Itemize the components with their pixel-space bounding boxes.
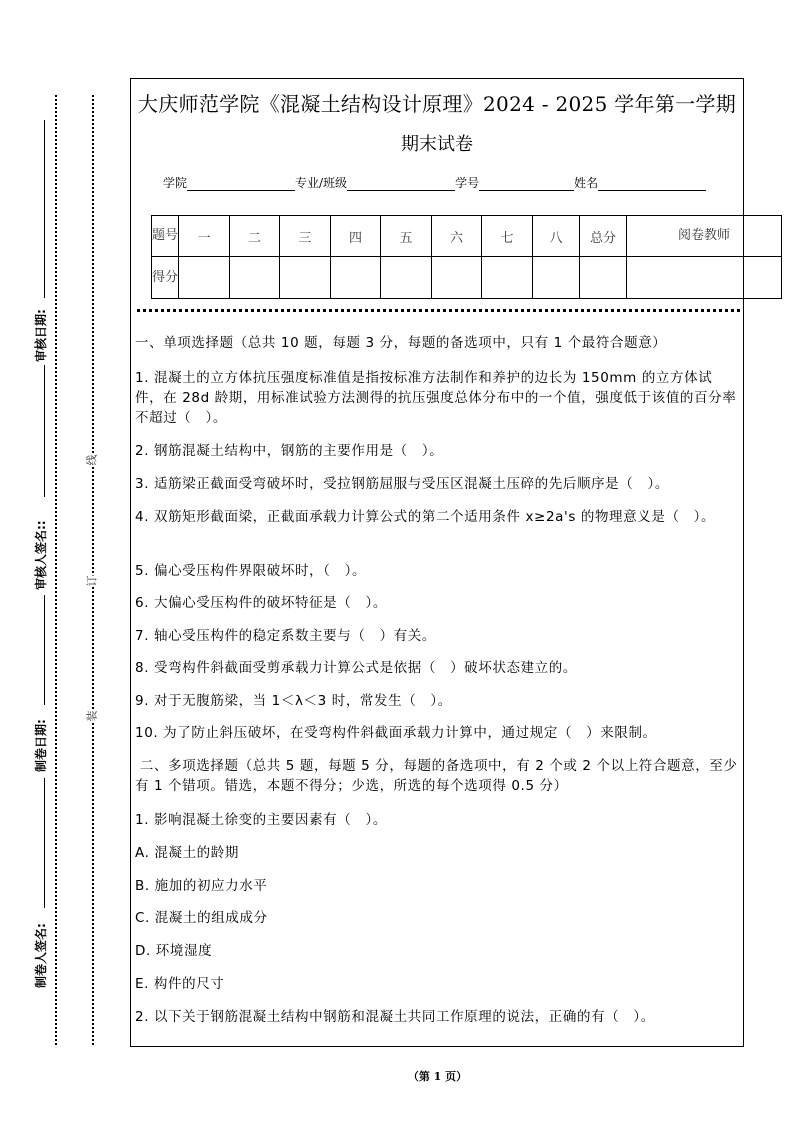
column-header: 一 (179, 216, 230, 257)
binding-text-zhuang: 装 (85, 710, 99, 722)
score-cell[interactable] (230, 257, 280, 299)
question-number-label: 题号 (152, 216, 179, 257)
major-class-label: 专业/班级 (295, 176, 348, 190)
score-cell[interactable] (280, 257, 331, 299)
name-label: 姓名 (574, 176, 599, 190)
question-1: 1. 混凝土的立方体抗压强度标准值是指按标准方法制作和养护的边长为 150mm 的立方体试件，在 28d 龄期，用标准试验方法测得的抗压强度总体分布中的一个值，强度低于该值的百分率不超过（ ）。 (135, 370, 737, 426)
name-field[interactable] (598, 178, 706, 191)
section2-heading: 二、多项选择题（总共 5 题，每题 5 分，每题的备选项中，有 2 个或 2 个以上符合题意，至少有 1 个错项。错选，本题不得分；少选，所选的每个选项得 0.5 分） (135, 758, 738, 794)
binding-dotted-line-inner (92, 95, 94, 1045)
column-header: 四 (331, 216, 381, 257)
column-header: 三 (280, 216, 331, 257)
college-label: 学院 (163, 176, 188, 190)
score-cell[interactable] (179, 257, 230, 299)
maker-date-line (44, 595, 45, 705)
column-header: 二 (230, 216, 280, 257)
maker-signature-label: 制卷人签名: (34, 923, 48, 988)
score-cell[interactable] (580, 257, 627, 299)
section-divider (137, 309, 740, 312)
option-c: C. 混凝土的组成成分 (135, 910, 268, 926)
score-table-score-row (152, 257, 782, 299)
question-6: 6. 大偏心受压构件的破坏特征是（ ）。 (135, 595, 387, 611)
question-3: 3. 适筋梁正截面受弯破坏时，受拉钢筋屈服与受压区混凝土压碎的先后顺序是（ ）。 (135, 476, 669, 492)
reviewer-signature-line (44, 365, 45, 497)
question-2: 2. 钢筋混凝土结构中，钢筋的主要作用是（ ）。 (135, 443, 444, 459)
maker-date-label: 制卷日期: (34, 719, 48, 772)
option-d: D. 环境湿度 (135, 943, 213, 959)
column-header: 五 (381, 216, 432, 257)
option-e: E. 构件的尺寸 (135, 976, 225, 992)
option-a: A. 混凝土的龄期 (135, 845, 239, 861)
column-header: 六 (432, 216, 482, 257)
score-table (151, 215, 782, 299)
binding-dotted-line-outer (55, 95, 57, 1045)
student-id-label: 学号 (455, 176, 480, 190)
question-8: 8. 受弯构件斜截面受剪承载力计算公式是依据（ ）破坏状态建立的。 (135, 660, 577, 676)
question-5: 5. 偏心受压构件界限破坏时，（ ）。 (135, 563, 367, 579)
column-header: 阅卷教师 (627, 216, 782, 257)
reviewer-date-label: 审核日期: (34, 309, 48, 362)
score-cell[interactable] (331, 257, 381, 299)
exam-title: 大庆师范学院《混凝土结构设计原理》2024 - 2025 学年第一学期 (137, 92, 737, 116)
score-cell[interactable] (432, 257, 482, 299)
question-4: 4. 双筋矩形截面梁，正截面承载力计算公式的第二个适用条件 x≥2a's 的物理意义是（ ）。 (135, 509, 716, 525)
multi-question-1: 1. 影响混凝土徐变的主要因素有（ ）。 (135, 812, 387, 828)
score-label: 得分 (152, 257, 179, 299)
multi-question-2: 2. 以下关于钢筋混凝土结构中钢筋和混凝土共同工作原理的说法，正确的有（ ）。 (135, 1009, 655, 1025)
binding-text-line: 线 (85, 454, 99, 466)
college-field[interactable] (187, 178, 295, 191)
reviewer-date-line (44, 120, 45, 298)
column-header: 总分 (580, 216, 627, 257)
exam-subtitle: 期末试卷 (401, 134, 473, 155)
question-10: 10. 为了防止斜压破坏，在受弯构件斜截面承载力计算中，通过规定（ ）来限制。 (135, 725, 657, 741)
student-id-field[interactable] (479, 178, 574, 191)
column-header: 七 (482, 216, 533, 257)
major-class-field[interactable] (347, 178, 455, 191)
question-9: 9. 对于无腹筋梁，当 1＜λ＜3 时，常发生（ ）。 (135, 693, 452, 709)
score-cell[interactable] (381, 257, 432, 299)
option-b: B. 施加的初应力水平 (135, 878, 268, 894)
score-cell[interactable] (627, 257, 782, 299)
column-header: 八 (533, 216, 580, 257)
reviewer-signature-label: 审核人签名:: (34, 520, 48, 590)
score-cell[interactable] (533, 257, 580, 299)
score-cell[interactable] (482, 257, 533, 299)
maker-signature-line (44, 778, 45, 908)
binding-text-ding: 订 (85, 575, 99, 587)
student-info-row (163, 174, 706, 191)
page-number: （第 1 页） (407, 1070, 468, 1083)
score-table-header-row (152, 216, 782, 257)
section1-heading: 一、单项选择题（总共 10 题，每题 3 分，每题的备选项中，只有 1 个最符合题意） (135, 335, 667, 351)
question-7: 7. 轴心受压构件的稳定系数主要与（ ）有关。 (135, 628, 436, 644)
